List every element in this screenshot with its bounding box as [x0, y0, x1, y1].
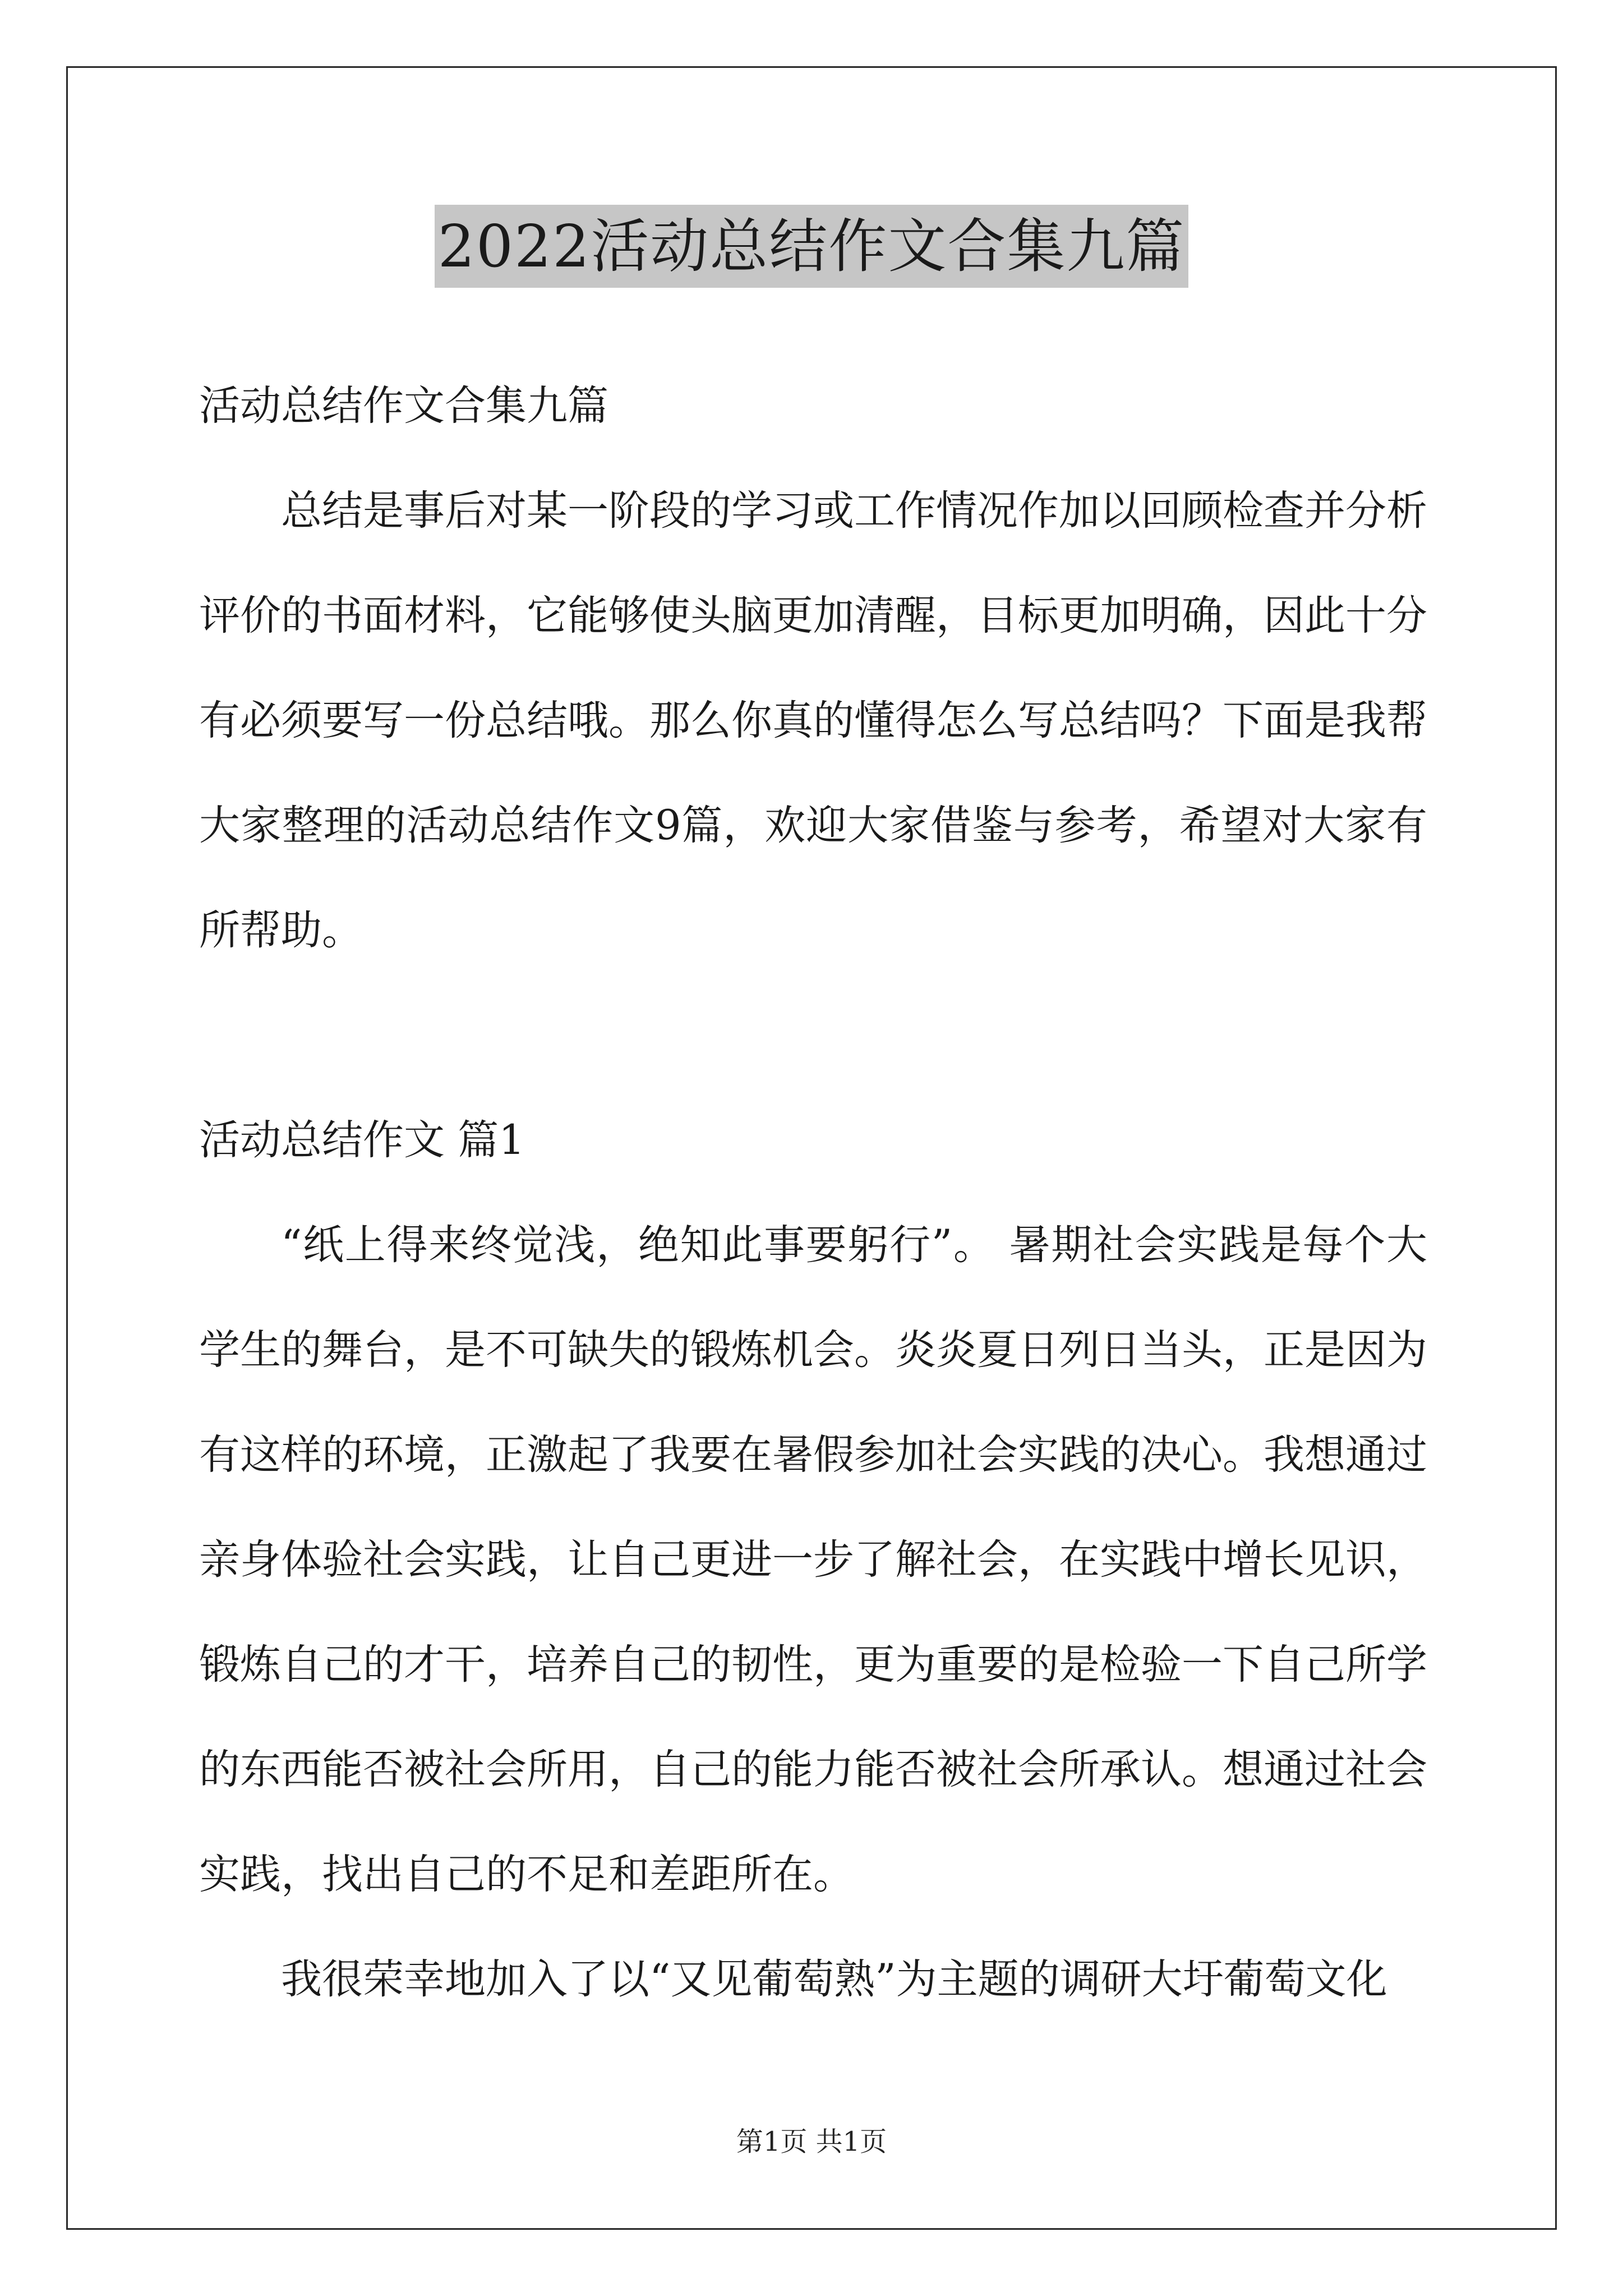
section-paragraph: “纸上得来终觉浅，绝知此事要躬行”。 暑期社会实践是每个大学生的舞台，是不可缺失的锻炼机会。炎炎夏日列日当头，正是因为有这样的环境，正激起了我要在暑假参加社会实践的决心。我想通过亲身体验社会实践，让自己更进一步了解社会，在实践中增长见识，锻炼自己的才干，培养自己的韧性，更为重要的是检验一下自己所学的东西能否被社会所用，自己的能力能否被社会所承认。想通过社会实践，找出自己的不足和差距所在。 — [199, 1221, 1427, 1898]
blank-line — [199, 983, 1427, 1088]
page-footer: 第1页 共1页 — [736, 2126, 887, 2157]
document-subtitle: 活动总结作文合集九篇 — [199, 382, 608, 430]
section-paragraph: 我很荣幸地加入了以“又见葡萄熟”为主题的调研大圩葡萄文化 — [281, 1955, 1387, 2003]
document-title: 2022活动总结作文合集九篇 — [435, 205, 1189, 288]
document-body — [199, 353, 1427, 2032]
section-heading: 活动总结作文 篇1 — [199, 1116, 525, 1164]
title-container — [0, 205, 1623, 288]
intro-paragraph: 总结是事后对某一阶段的学习或工作情况作加以回顾检查并分析评价的书面材料，它能够使头脑更加清醒，目标更加明确，因此十分有必须要写一份总结哦。那么你真的懂得怎么写总结吗？下面是我帮大家整理的活动总结作文9篇，欢迎大家借鉴与参考，希望对大家有所帮助。 — [199, 487, 1427, 954]
